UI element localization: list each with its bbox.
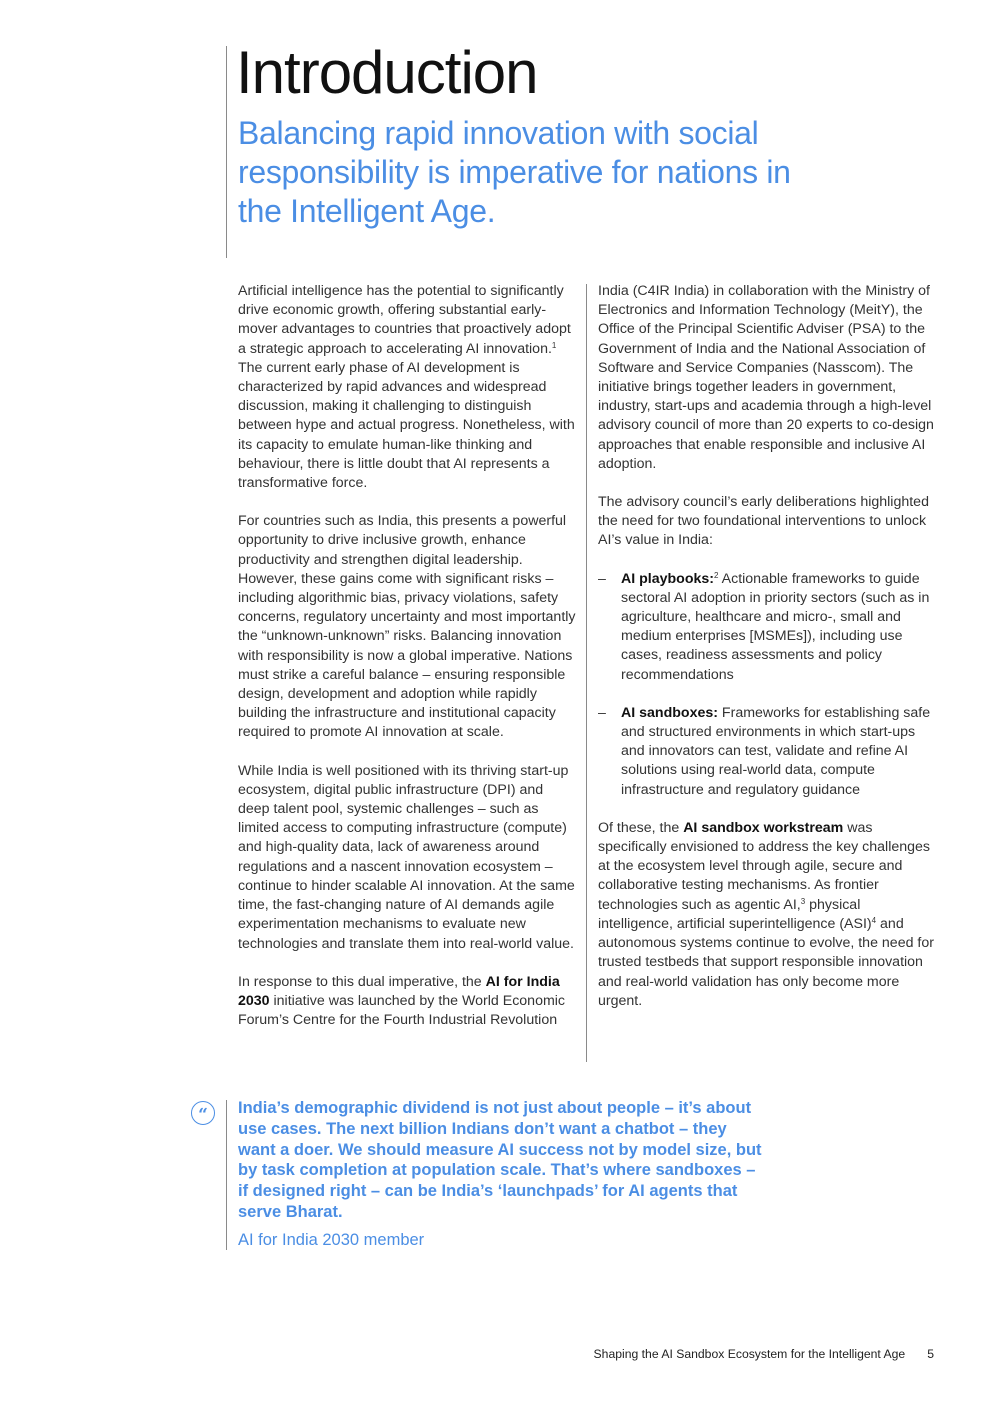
paragraph: For countries such as India, this presents a powerful opportunity to drive inclusive growth, enhance productivity and strengthen digital leadership. However, these gains come with significant risks – including algorithmic bias, privacy violations, safety concerns, regulatory uncertainty and most importantly the “unknown-unknown” risks. Balancing innovation with responsibility is now a global imperative. Nations must strike a careful balance – ensuring responsible design, development and adoption while rapidly building the infrastructure and institutional capacity required to promote AI innovation at scale. [238, 513, 576, 741]
bullet-term: AI playbooks: [621, 570, 715, 587]
right-column [598, 282, 938, 1030]
bullet-dash: – [598, 704, 606, 721]
pull-quote: India’s demographic dividend is not just about people – it’s about use cases. The next billion Indians don’t want a chatbot – they want a doer. We should measure AI success not by model size, but by task completion at population scale. That’s where sandboxes – if designed right – can be India’s ‘launchpads’ for AI agents that serve Bharat. [238, 1099, 762, 1221]
quote-attribution: AI for India 2030 member [238, 1231, 425, 1249]
list-item: – AI sandboxes: Frameworks for establishing safe and structured environments in which start-ups and innovators can test, validate and refine AI solutions using real-world data, compute infrastructure and regulatory guidance [598, 704, 931, 798]
workstream-name: AI sandbox workstream [683, 819, 844, 836]
quote-mark-icon: “ [191, 1101, 215, 1125]
page-number: 5 [927, 1347, 934, 1361]
page-footer [594, 1347, 934, 1361]
page-title: Introduction [236, 39, 538, 106]
paragraph: While India is well positioned with its thriving start-up ecosystem, digital public infrastructure (DPI) and deep talent pool, systemic challenges – such as limited access to computing infrastructure (compute) and high-quality data, lack of awareness around regulations and a nascent innovation ecosystem – continue to hinder scalable AI innovation. At the same time, the fast-changing nature of AI demands agile experimentation mechanisms to evaluate new technologies and translate them into real-world value. [238, 762, 575, 952]
left-column [238, 282, 578, 1049]
footer-report-title: Shaping the AI Sandbox Ecosystem for the Intelligent Age [593, 1347, 906, 1361]
bullet-term: AI sandboxes: [621, 704, 718, 721]
paragraph: Of these, the AI sandbox workstream was specifically envisioned to address the key challenges at the ecosystem level through agile, secure and collaborative testing mechanisms. As frontier technologies such as agentic AI,$^3$ physical intelligence, artificial superintelligence (ASI)$^4$ and autonomous systems continue to evolve, the need for trusted testbeds that support responsible innovation and real-world validation has only become more urgent. [598, 819, 934, 1009]
footnote-ref: 4 [871, 915, 877, 925]
bullet-dash: – [598, 570, 606, 587]
footnote-ref: 3 [800, 896, 806, 906]
quote-rule [226, 1100, 227, 1250]
paragraph: The advisory council’s early deliberations highlighted the need for two foundational interventions to unlock AI’s value in India: [598, 494, 929, 549]
paragraph: Artificial intelligence has the potential to significantly drive economic growth, offering substantial early-mover advantages to countries that proactively adopt a strategic approach to accelerating AI innovation.$^1$ The current early phase of AI development is characterized by rapid advances and widespread discussion, making it challenging to distinguish between hype and actual progress. Nonetheless, with its capacity to emulate human-like thinking and behaviour, there is little doubt that AI represents a transformative force. [238, 283, 575, 492]
page-subtitle: Balancing rapid innovation with social responsibility is imperative for nations in the Intelligent Age. [238, 115, 791, 229]
paragraph: In response to this dual imperative, the AI for India 2030 initiative was launched by the World Economic Forum’s Centre for the Fourth Industrial Revolution [238, 973, 566, 1029]
paragraph: India (C4IR India) in collaboration with the Ministry of Electronics and Information Technology (MeitY), the Office of the Principal Scientific Adviser (PSA) to the Government of India and the National Association of Software and Service Companies (Nasscom). The initiative brings together leaders in government, industry, start-ups and academia through a high-level advisory council of more than 20 experts to co-design approaches that enable responsible and inclusive AI adoption. [598, 283, 934, 472]
footnote-ref: 2 [714, 570, 719, 580]
initiative-name: AI for India 2030 [238, 973, 560, 1009]
list-item: – AI playbooks:$^2$ Actionable frameworks to guide sectoral AI adoption in priority sectors (such as in agriculture, healthcare and micro-, small and medium enterprises [MSMEs]), including use cases, readiness assessments and policy recommendations [598, 570, 930, 683]
column-divider [586, 284, 587, 1062]
title-rule [226, 46, 227, 258]
footnote-ref: 1 [551, 340, 557, 350]
